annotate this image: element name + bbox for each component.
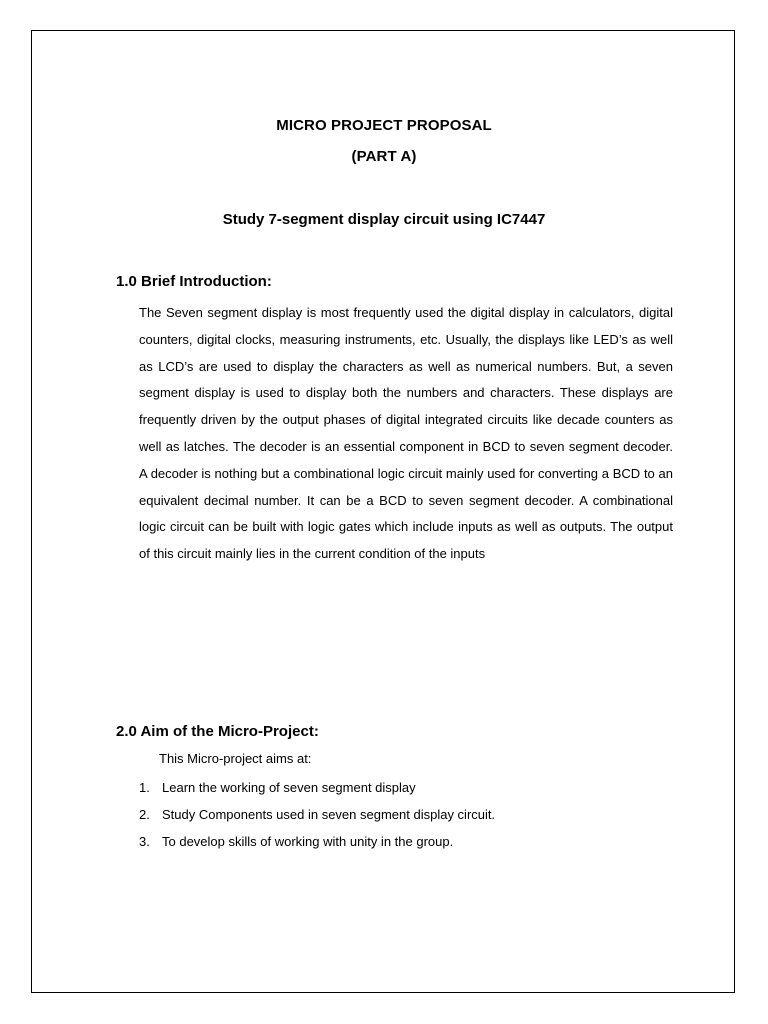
aim-list xyxy=(139,778,495,858)
aim-heading: 2.0 Aim of the Micro-Project: xyxy=(116,723,319,740)
list-item xyxy=(139,832,495,859)
list-item-text: Learn the working of seven segment display xyxy=(162,780,416,795)
project-title: Study 7-segment display circuit using IC7447 xyxy=(222,211,546,228)
intro-paragraph: The Seven segment display is most frequently used the digital display in calculators, digital counters, digital clocks, measuring instruments, etc. Usually, the displays like LED’s as well as LCD’s are used to display the characters as well as numerical numbers. But, a seven segment display is used to display both the numbers and characters. These displays are frequently driven by the output phases of digital integrated circuits like decade counters as well as latches. The decoder is an essential component in BCD to seven segment decoder. A decoder is nothing but a combinational logic circuit mainly used for converting a BCD to an equivalent decimal number. It can be a BCD to seven segment decoder. A combinational logic circuit can be built with logic gates which include inputs as well as outputs. The output of this circuit mainly lies in the current condition of the inputs xyxy=(139,305,673,562)
list-item xyxy=(139,778,495,805)
list-item-text: Study Components used in seven segment display circuit. xyxy=(162,806,496,822)
list-item-text: To develop skills of working with unity in the group. xyxy=(162,833,454,849)
aim-lead-text: This Micro-project aims at: xyxy=(159,751,312,766)
document-part-label: (PART A) xyxy=(351,148,417,165)
intro-heading: 1.0 Brief Introduction: xyxy=(116,273,272,290)
list-item xyxy=(139,805,495,832)
list-item-number: 3. xyxy=(139,833,150,849)
list-item-number: 1. xyxy=(139,780,150,795)
document-title: MICRO PROJECT PROPOSAL xyxy=(276,117,492,134)
list-item-number: 2. xyxy=(139,806,150,822)
